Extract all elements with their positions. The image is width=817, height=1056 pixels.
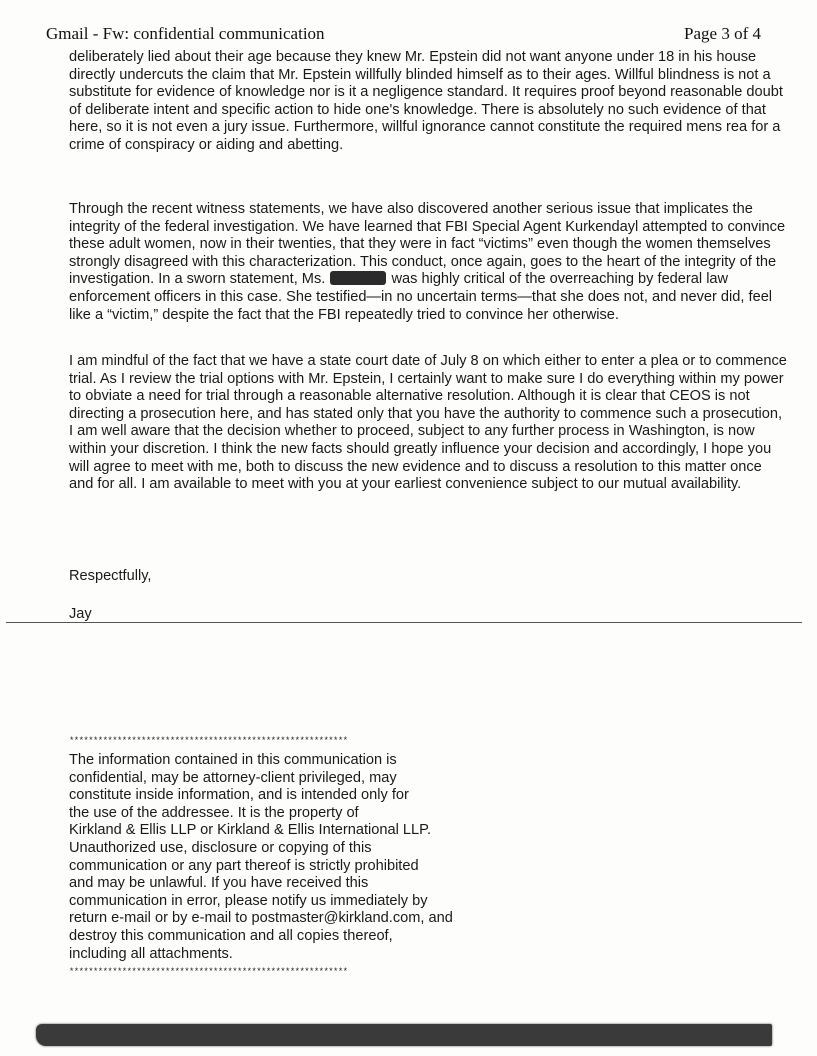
- redaction-block: [330, 271, 386, 285]
- paragraph-text-before-redaction: Through the recent witness statements, we have also discovered another serious issue that implicates the integrity of the federal investigation. We have learned that FBI Special Agent Kurkendayl attempted to convince these adult women, now in their twenties, that they were in fact “victims” even though the women themselves strongly disagreed with this characterization. This conduct, once again, goes to the heart of the integrity of the investigation. In a sworn statement, Ms.: [69, 201, 786, 288]
- disclaimer-line: The information contained in this communication is: [69, 752, 397, 768]
- scan-artifact-bar: [36, 1024, 772, 1046]
- disclaimer-separator-top: **********************************************************: [69, 736, 348, 746]
- paragraph-text-after-redaction: was highly critical of the overreaching by federal law enforcement officers in this case. She testified—in no uncertain terms—that she does not, and never did, feel like a “victim,” despite the fact that the FBI repeatedly tried to convince her otherwise.: [69, 271, 773, 323]
- disclaimer-line: destroy this communication and all copies thereof,: [69, 927, 393, 944]
- page-indicator: Page 3 of 4: [684, 24, 761, 43]
- disclaimer-line: return e-mail or by e-mail to postmaster@kirkland.com, and: [69, 910, 453, 927]
- disclaimer-line: including all attachments.: [69, 945, 233, 962]
- header-title: Gmail - Fw: confidential communication: [46, 24, 325, 43]
- signature-divider: [6, 622, 802, 623]
- disclaimer-line: Unauthorized use, disclosure or copying of this: [69, 839, 372, 856]
- paragraph-willful-blindness: deliberately lied about their age because they knew Mr. Epstein did not want anyone under 18 in his house directly undercuts the claim that Mr. Epstein willfully blinded himself as to their ages. Willful blindness is not a substitute for evidence of knowledge nor is it a negligence standard. It requires proof beyond reasonable doubt of deliberate intent and specific action to hide one's knowledge. There is absolutely no such evidence of that here, so it is not even a jury issue. Furthermore, willful ignorance cannot constitute the required mens rea for a crime of conspiracy or aiding and abetting.: [69, 49, 783, 153]
- disclaimer-line: communication in error, please notify us immediately by: [69, 892, 428, 909]
- disclaimer-separator-bottom: **********************************************************: [69, 967, 348, 977]
- confidentiality-disclaimer: [69, 752, 509, 963]
- disclaimer-line: communication or any part thereof is strictly prohibited: [69, 857, 419, 874]
- closing-salutation: Respectfully,: [69, 568, 152, 584]
- disclaimer-line: and may be unlawful. If you have received this: [69, 875, 369, 892]
- paragraph-fbi-integrity: [69, 201, 789, 324]
- disclaimer-line: the use of the addressee. It is the property of: [69, 804, 359, 821]
- signature: Jay: [69, 606, 92, 622]
- disclaimer-line: constitute inside information, and is intended only for: [69, 787, 409, 804]
- paragraph-trial-resolution: I am mindful of the fact that we have a state court date of July 8 on which either to enter a plea or to commence trial. As I review the trial options with Mr. Epstein, I certainly want to make sure I do everything within my power to obviate a need for trial through a reasonable alternative resolution. Although it is clear that CEOS is not directing a prosecution here, and has stated only that you have the authority to commence such a prosecution, I am well aware that the decision whether to proceed, subject to any further process in Washington, is now within your discretion. I think the new facts should greatly influence your decision and accordingly, I hope you will agree to meet with me, both to discuss the new evidence and to discuss a resolution to this matter once and for all. I am available to meet with you at your earliest convenience subject to our mutual availability.: [69, 353, 787, 493]
- disclaimer-line: confidential, may be attorney-client privileged, may: [69, 769, 397, 786]
- disclaimer-line: Kirkland & Ellis LLP or Kirkland & Ellis International LLP.: [69, 822, 432, 839]
